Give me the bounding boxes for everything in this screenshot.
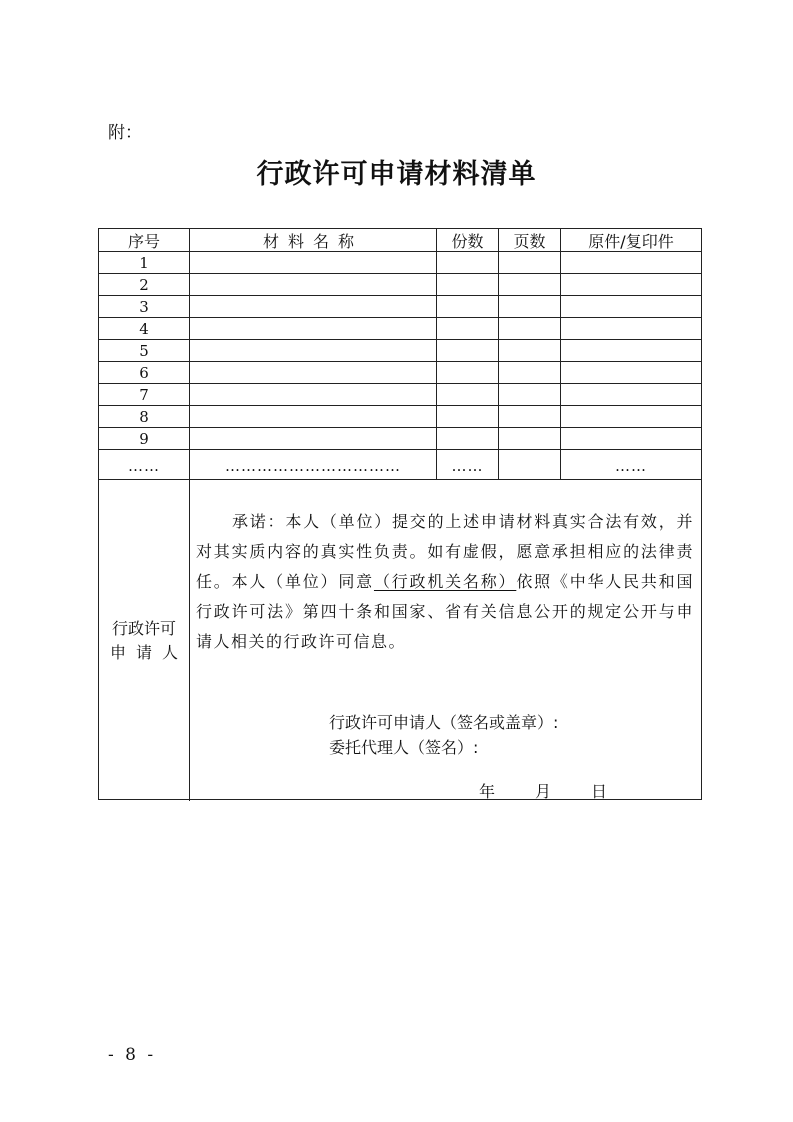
date-year: 年 [479, 782, 496, 801]
applicant-signature-line[interactable]: 行政许可申请人（签名或盖章）: [329, 713, 559, 732]
page-title: 行政许可申请材料清单 [256, 159, 537, 190]
commitment-statement [196, 507, 694, 657]
original-copy-cell[interactable] [561, 252, 701, 273]
applicant-label-line2: 申请人 [109, 642, 188, 662]
row-number: 1 [99, 252, 190, 273]
ellipsis-material-name: …………………………… [190, 450, 437, 479]
materials-form-table [98, 228, 702, 800]
row-number: 8 [99, 406, 190, 427]
table-row [99, 362, 701, 384]
copies-cell[interactable] [437, 274, 499, 295]
row-number: 7 [99, 384, 190, 405]
date-month: 月 [535, 782, 552, 801]
row-number: 6 [99, 362, 190, 383]
original-copy-cell[interactable] [561, 340, 701, 361]
pages-cell[interactable] [499, 296, 561, 317]
pages-cell[interactable] [499, 384, 561, 405]
original-copy-cell[interactable] [561, 274, 701, 295]
original-copy-cell[interactable] [561, 362, 701, 383]
row-number: 4 [99, 318, 190, 339]
material-name-cell[interactable] [190, 296, 437, 317]
ellipsis-serial: …… [99, 450, 190, 479]
pages-cell[interactable] [499, 362, 561, 383]
header-material-name: 材料名称 [190, 229, 437, 251]
commitment-text-part1: 承诺：本人（单位）提交的上述申请材料真实合法有效，并对其实质内容的真实性负责。如有虚假，愿意承担相应的法律责任。本人（单位）同意 [196, 512, 694, 591]
material-name-cell[interactable] [190, 428, 437, 449]
table-row [99, 384, 701, 406]
table-row [99, 318, 701, 340]
commitment-text-part2: 依照《中华人民共和国行政许可法》第四十条和国家、省有关信息公开的规定公开与申请人相关的行政许可信息。 [196, 572, 694, 651]
pages-cell[interactable] [499, 340, 561, 361]
ellipsis-copies: …… [437, 450, 499, 479]
table-row-ellipsis [99, 450, 701, 480]
row-number: 5 [99, 340, 190, 361]
table-row [99, 296, 701, 318]
ellipsis-pages [499, 450, 561, 479]
table-row [99, 274, 701, 296]
original-copy-cell[interactable] [561, 296, 701, 317]
copies-cell[interactable] [437, 384, 499, 405]
copies-cell[interactable] [437, 252, 499, 273]
copies-cell[interactable] [437, 318, 499, 339]
ellipsis-original-copy: …… [615, 457, 647, 475]
copies-cell[interactable] [437, 362, 499, 383]
table-row [99, 340, 701, 362]
copies-cell[interactable] [437, 340, 499, 361]
material-name-cell[interactable] [190, 340, 437, 361]
header-pages: 页数 [499, 229, 561, 251]
date-day: 日 [591, 782, 608, 801]
original-copy-cell[interactable] [561, 428, 701, 449]
copies-cell[interactable] [437, 296, 499, 317]
applicant-label [99, 480, 190, 801]
header-serial: 序号 [99, 229, 190, 251]
pages-cell[interactable] [499, 274, 561, 295]
row-number: 3 [99, 296, 190, 317]
pages-cell[interactable] [499, 428, 561, 449]
table-row [99, 252, 701, 274]
applicant-label-line1: 行政许可 [111, 618, 176, 638]
agent-signature-line[interactable]: 委托代理人（签名）: [329, 738, 479, 757]
original-copy-cell[interactable] [561, 384, 701, 405]
material-name-cell[interactable] [190, 318, 437, 339]
page-number: - 8 - [108, 1045, 157, 1065]
material-name-cell[interactable] [190, 252, 437, 273]
agency-name-placeholder[interactable]: （行政机关名称） [373, 572, 517, 591]
copies-cell[interactable] [437, 406, 499, 427]
material-name-cell[interactable] [190, 362, 437, 383]
attachment-label: 附： [108, 123, 142, 143]
table-row [99, 406, 701, 428]
header-copies: 份数 [437, 229, 499, 251]
row-number: 9 [99, 428, 190, 449]
row-number: 2 [99, 274, 190, 295]
copies-cell[interactable] [437, 428, 499, 449]
material-name-cell[interactable] [190, 406, 437, 427]
original-copy-cell[interactable] [561, 318, 701, 339]
table-header-row [99, 229, 701, 252]
pages-cell[interactable] [499, 318, 561, 339]
material-name-cell[interactable] [190, 384, 437, 405]
material-name-cell[interactable] [190, 274, 437, 295]
pages-cell[interactable] [499, 406, 561, 427]
original-copy-cell[interactable] [561, 406, 701, 427]
header-original-copy: 原件/复印件 [588, 231, 674, 251]
pages-cell[interactable] [499, 252, 561, 273]
table-row [99, 428, 701, 450]
